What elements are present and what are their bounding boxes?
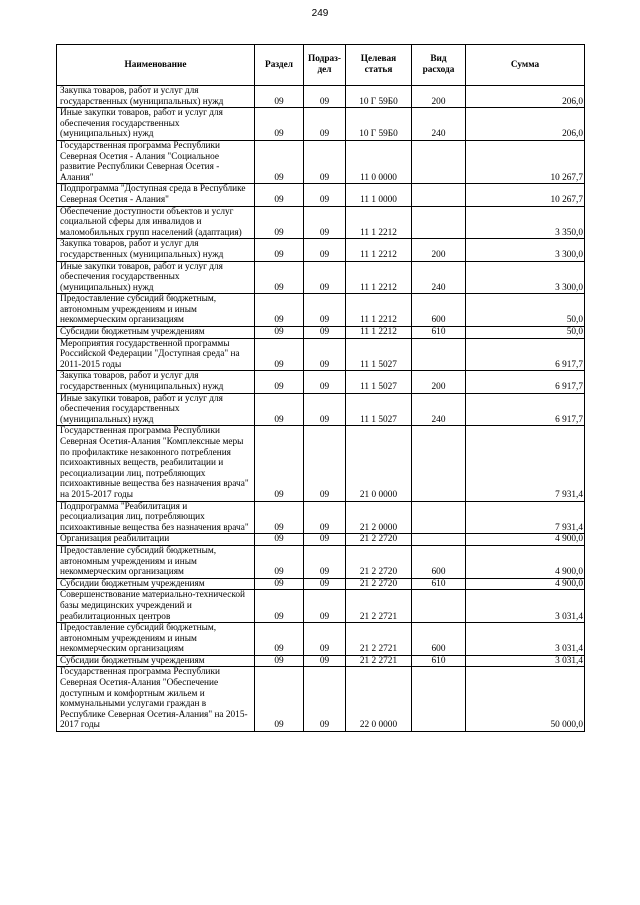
- table-row: [57, 327, 585, 339]
- cell-name: Субсидии бюджетным учреждениям: [57, 327, 255, 339]
- cell-name: Мероприятия государственной программы Российской Федерации "Доступная среда" на 2011-2015 годы: [57, 338, 255, 371]
- cell-subsection: 09: [304, 501, 346, 534]
- cell-section: 09: [255, 294, 304, 327]
- cell-expense-type: [412, 667, 466, 732]
- cell-name: Предоставление субсидий бюджетным, автономным учреждениям и иным некоммерческим организациям: [57, 623, 255, 656]
- cell-expense-type: [412, 534, 466, 546]
- table-row: [57, 545, 585, 578]
- cell-name: Государственная программа Республики Северная Осетия-Алания "Обеспечение доступным и комфортным жильем и коммунальными услугами граждан в Республике Северная Осетия-Алания" на 2015-2017 годы: [57, 667, 255, 732]
- cell-subsection: 09: [304, 655, 346, 667]
- cell-sum: 6 917,7: [466, 393, 585, 426]
- cell-expense-type: 610: [412, 578, 466, 590]
- cell-section: 09: [255, 206, 304, 239]
- cell-expense-type: [412, 184, 466, 206]
- cell-subsection: 09: [304, 426, 346, 501]
- cell-target: 11 1 2212: [346, 206, 412, 239]
- cell-name: Закупка товаров, работ и услуг для государственных (муниципальных) нужд: [57, 86, 255, 108]
- cell-sum: 206,0: [466, 108, 585, 141]
- cell-target: 21 2 0000: [346, 501, 412, 534]
- cell-subsection: 09: [304, 590, 346, 623]
- cell-name: Иные закупки товаров, работ и услуг для обеспечения государственных (муниципальных) нужд: [57, 393, 255, 426]
- cell-section: 09: [255, 184, 304, 206]
- table-row: [57, 623, 585, 656]
- cell-target: 21 0 0000: [346, 426, 412, 501]
- cell-target: 10 Г 59Б0: [346, 108, 412, 141]
- cell-subsection: 09: [304, 371, 346, 393]
- table-row: [57, 261, 585, 294]
- table-row: [57, 140, 585, 183]
- table-row: [57, 501, 585, 534]
- table-row: [57, 371, 585, 393]
- cell-target: 11 1 5027: [346, 393, 412, 426]
- table-row: [57, 338, 585, 371]
- cell-subsection: 09: [304, 108, 346, 141]
- cell-section: 09: [255, 338, 304, 371]
- cell-subsection: 09: [304, 578, 346, 590]
- page-number: 249: [311, 8, 329, 19]
- cell-sum: 3 031,4: [466, 590, 585, 623]
- cell-sum: 7 931,4: [466, 426, 585, 501]
- cell-target: 11 0 0000: [346, 140, 412, 183]
- cell-subsection: 09: [304, 545, 346, 578]
- cell-section: 09: [255, 655, 304, 667]
- header-section: Раздел: [255, 45, 304, 86]
- cell-name: Иные закупки товаров, работ и услуг для обеспечения государственных (муниципальных) нужд: [57, 108, 255, 141]
- cell-section: 09: [255, 86, 304, 108]
- cell-sum: 206,0: [466, 86, 585, 108]
- header-subsection: Подраз-дел: [304, 45, 346, 86]
- cell-subsection: 09: [304, 667, 346, 732]
- cell-subsection: 09: [304, 261, 346, 294]
- table-row: [57, 655, 585, 667]
- cell-name: Предоставление субсидий бюджетным, автономным учреждениям и иным некоммерческим организациям: [57, 545, 255, 578]
- cell-name: Подпрограмма "Реабилитация и ресоциализация лиц, потребляющих психоактивные вещества без назначения врача": [57, 501, 255, 534]
- cell-expense-type: 610: [412, 327, 466, 339]
- cell-subsection: 09: [304, 184, 346, 206]
- cell-target: 11 1 2212: [346, 239, 412, 261]
- cell-subsection: 09: [304, 327, 346, 339]
- cell-expense-type: 200: [412, 86, 466, 108]
- table-row: [57, 206, 585, 239]
- cell-expense-type: [412, 140, 466, 183]
- cell-target: 11 1 5027: [346, 338, 412, 371]
- cell-target: 21 2 2721: [346, 590, 412, 623]
- cell-expense-type: 240: [412, 108, 466, 141]
- cell-name: Закупка товаров, работ и услуг для государственных (муниципальных) нужд: [57, 239, 255, 261]
- cell-section: 09: [255, 426, 304, 501]
- cell-target: 11 1 2212: [346, 327, 412, 339]
- cell-target: 21 2 2720: [346, 578, 412, 590]
- cell-section: 09: [255, 623, 304, 656]
- cell-sum: 50,0: [466, 294, 585, 327]
- table-row: [57, 184, 585, 206]
- cell-expense-type: 600: [412, 545, 466, 578]
- cell-sum: 4 900,0: [466, 545, 585, 578]
- table-row: [57, 239, 585, 261]
- cell-name: Предоставление субсидий бюджетным, автономным учреждениям и иным некоммерческим организациям: [57, 294, 255, 327]
- cell-name: Иные закупки товаров, работ и услуг для обеспечения государственных (муниципальных) нужд: [57, 261, 255, 294]
- cell-section: 09: [255, 393, 304, 426]
- cell-target: 21 2 2721: [346, 655, 412, 667]
- cell-expense-type: 600: [412, 623, 466, 656]
- cell-sum: 7 931,4: [466, 501, 585, 534]
- cell-expense-type: 200: [412, 239, 466, 261]
- header-sum: Сумма: [466, 45, 585, 86]
- cell-name: Подпрограмма "Доступная среда в Республике Северная Осетия - Алания": [57, 184, 255, 206]
- table-row: [57, 590, 585, 623]
- cell-name: Государственная программа Республики Северная Осетия-Алания "Комплексные меры по профилактике незаконного потребления психоактивных веществ, реабилитации и ресоциализации лиц, потребляющих психоактивные вещества без назначения врача" на 2015-2017 годы: [57, 426, 255, 501]
- cell-sum: 4 900,0: [466, 534, 585, 546]
- cell-subsection: 09: [304, 623, 346, 656]
- table-row: [57, 108, 585, 141]
- table-row: [57, 393, 585, 426]
- table-header-row: [57, 45, 585, 86]
- cell-sum: 3 031,4: [466, 655, 585, 667]
- cell-target: 21 2 2720: [346, 534, 412, 546]
- table-body: [57, 86, 585, 732]
- cell-sum: 3 031,4: [466, 623, 585, 656]
- cell-subsection: 09: [304, 294, 346, 327]
- cell-section: 09: [255, 108, 304, 141]
- cell-target: 11 1 2212: [346, 261, 412, 294]
- cell-section: 09: [255, 545, 304, 578]
- table-row: [57, 578, 585, 590]
- cell-expense-type: 240: [412, 261, 466, 294]
- cell-expense-type: 610: [412, 655, 466, 667]
- cell-name: Государственная программа Республики Северная Осетия - Алания "Социальное развитие Республики Северная Осетия - Алания": [57, 140, 255, 183]
- cell-sum: 10 267,7: [466, 140, 585, 183]
- header-name: Наименование: [57, 45, 255, 86]
- cell-target: 11 1 2212: [346, 294, 412, 327]
- cell-sum: 3 350,0: [466, 206, 585, 239]
- cell-expense-type: [412, 501, 466, 534]
- cell-sum: 50 000,0: [466, 667, 585, 732]
- cell-target: 21 2 2721: [346, 623, 412, 656]
- header-expense-type: Вид расхода: [412, 45, 466, 86]
- table-row: [57, 86, 585, 108]
- cell-target: 21 2 2720: [346, 545, 412, 578]
- cell-sum: 10 267,7: [466, 184, 585, 206]
- cell-section: 09: [255, 578, 304, 590]
- cell-name: Субсидии бюджетным учреждениям: [57, 578, 255, 590]
- cell-name: Совершенствование материально-технической базы медицинских учреждений и реабилитационных центров: [57, 590, 255, 623]
- budget-table: [56, 44, 585, 732]
- cell-section: 09: [255, 261, 304, 294]
- header-target: Целевая статья: [346, 45, 412, 86]
- table-row: [57, 667, 585, 732]
- cell-name: Организация реабилитации: [57, 534, 255, 546]
- cell-name: Субсидии бюджетным учреждениям: [57, 655, 255, 667]
- cell-section: 09: [255, 371, 304, 393]
- cell-expense-type: 600: [412, 294, 466, 327]
- cell-expense-type: 240: [412, 393, 466, 426]
- cell-sum: 4 900,0: [466, 578, 585, 590]
- cell-expense-type: 200: [412, 371, 466, 393]
- cell-section: 09: [255, 501, 304, 534]
- cell-target: 11 1 5027: [346, 371, 412, 393]
- cell-section: 09: [255, 667, 304, 732]
- cell-name: Обеспечение доступности объектов и услуг социальной сферы для инвалидов и маломобильных групп населений (адаптация): [57, 206, 255, 239]
- cell-expense-type: [412, 590, 466, 623]
- cell-name: Закупка товаров, работ и услуг для государственных (муниципальных) нужд: [57, 371, 255, 393]
- cell-subsection: 09: [304, 140, 346, 183]
- cell-target: 11 1 0000: [346, 184, 412, 206]
- cell-sum: 3 300,0: [466, 261, 585, 294]
- cell-subsection: 09: [304, 206, 346, 239]
- cell-subsection: 09: [304, 338, 346, 371]
- cell-section: 09: [255, 140, 304, 183]
- table-row: [57, 426, 585, 501]
- cell-section: 09: [255, 590, 304, 623]
- cell-subsection: 09: [304, 86, 346, 108]
- cell-subsection: 09: [304, 393, 346, 426]
- cell-sum: 6 917,7: [466, 338, 585, 371]
- table-row: [57, 534, 585, 546]
- cell-expense-type: [412, 426, 466, 501]
- cell-section: 09: [255, 239, 304, 261]
- cell-section: 09: [255, 534, 304, 546]
- table-row: [57, 294, 585, 327]
- cell-target: 10 Г 59Б0: [346, 86, 412, 108]
- cell-expense-type: [412, 338, 466, 371]
- cell-expense-type: [412, 206, 466, 239]
- cell-target: 22 0 0000: [346, 667, 412, 732]
- cell-subsection: 09: [304, 239, 346, 261]
- cell-sum: 3 300,0: [466, 239, 585, 261]
- cell-sum: 6 917,7: [466, 371, 585, 393]
- cell-subsection: 09: [304, 534, 346, 546]
- cell-section: 09: [255, 327, 304, 339]
- cell-sum: 50,0: [466, 327, 585, 339]
